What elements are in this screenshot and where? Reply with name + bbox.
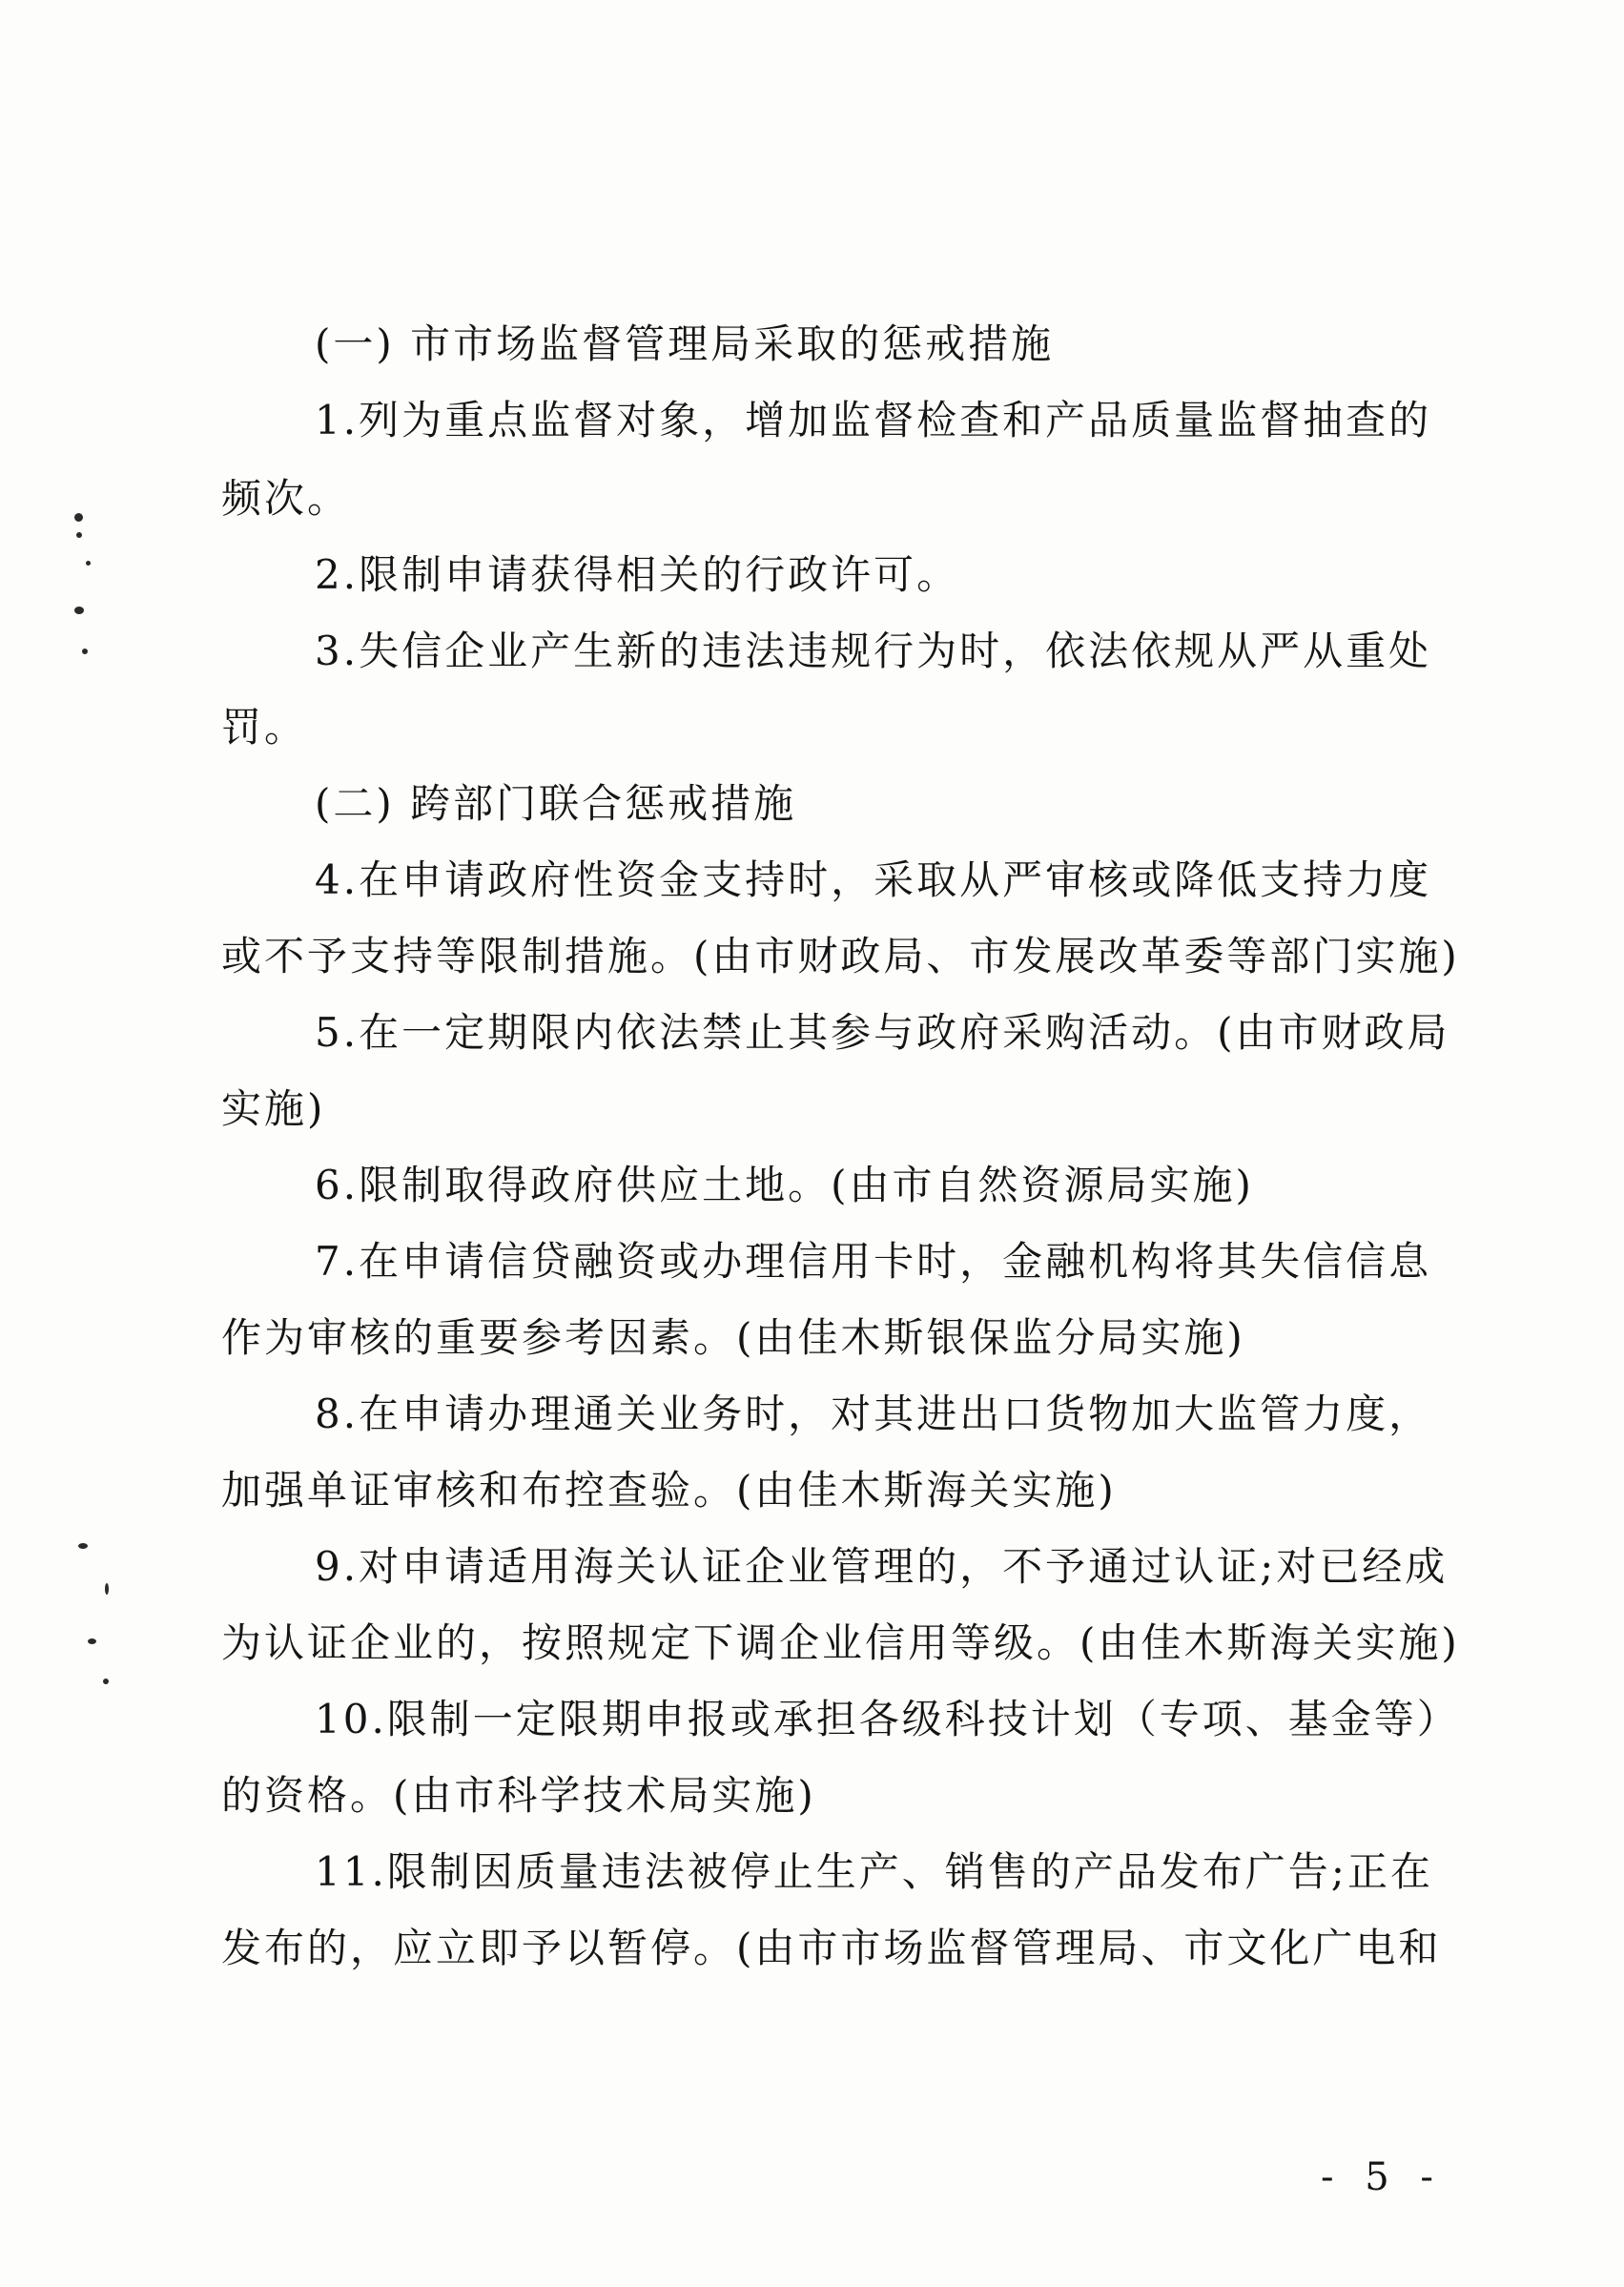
paragraph-line: 实施) (221, 1085, 326, 1132)
paragraph-line: 1.列为重点监督对象，增加监督检查和产品质量监督抽查的 (315, 397, 1432, 443)
paragraph-line: 2.限制申请获得相关的行政许可。 (315, 551, 960, 598)
binding-mark (74, 513, 83, 522)
paragraph-line: 发布的，应立即予以暂停。(由市市场监督管理局、市文化广电和 (221, 1925, 1442, 1971)
paragraph-line: 11.限制因质量违法被停止生产、销售的产品发布广告;正在 (315, 1848, 1433, 1895)
binding-mark (76, 532, 82, 538)
paragraph-line: 或不予支持等限制措施。(由市财政局、市发展改革委等部门实施) (221, 933, 1460, 979)
paragraph-line: 为认证企业的，按照规定下调企业信用等级。(由佳木斯海关实施) (221, 1619, 1460, 1666)
paragraph-line: 5.在一定期限内依法禁止其参与政府采购活动。(由市财政局 (315, 1009, 1450, 1056)
section-heading-2: (二) 跨部门联合惩戒措施 (315, 780, 797, 827)
paragraph-line: 的资格。(由市科学技术局实施) (221, 1772, 816, 1819)
paragraph-line: 频次。 (221, 475, 351, 522)
binding-mark (88, 1638, 96, 1644)
paragraph-line: 6.限制取得政府供应土地。(由市自然资源局实施) (315, 1162, 1254, 1208)
paragraph-line: 4.在申请政府性资金支持时，采取从严审核或降低支持力度 (315, 856, 1432, 903)
paragraph-line: 加强单证审核和布控查验。(由佳木斯海关实施) (221, 1467, 1117, 1514)
binding-mark (86, 561, 91, 566)
page-number: - 5 - (1321, 2155, 1443, 2199)
paragraph-line: 9.对申请适用海关认证企业管理的，不予通过认证;对已经成 (315, 1543, 1449, 1590)
binding-mark (74, 607, 84, 614)
section-heading-1: (一) 市市场监督管理局采取的惩戒措施 (315, 320, 1055, 367)
binding-mark (105, 1583, 109, 1595)
paragraph-line: 罚。 (221, 704, 308, 751)
paragraph-line: 作为审核的重要参考因素。(由佳木斯银保监分局实施) (221, 1314, 1245, 1361)
paragraph-line: 7.在申请信贷融资或办理信用卡时，金融机构将其失信信息 (315, 1238, 1432, 1285)
paragraph-line: 3.失信企业产生新的违法违规行为时，依法依规从严从重处 (315, 628, 1432, 674)
binding-mark (78, 1543, 88, 1549)
binding-mark (103, 1679, 109, 1684)
paragraph-line: 10.限制一定限期申报或承担各级科技计划（专项、基金等） (315, 1696, 1460, 1742)
binding-mark (82, 649, 88, 654)
paragraph-line: 8.在申请办理通关业务时，对其进出口货物加大监管力度， (315, 1391, 1432, 1437)
